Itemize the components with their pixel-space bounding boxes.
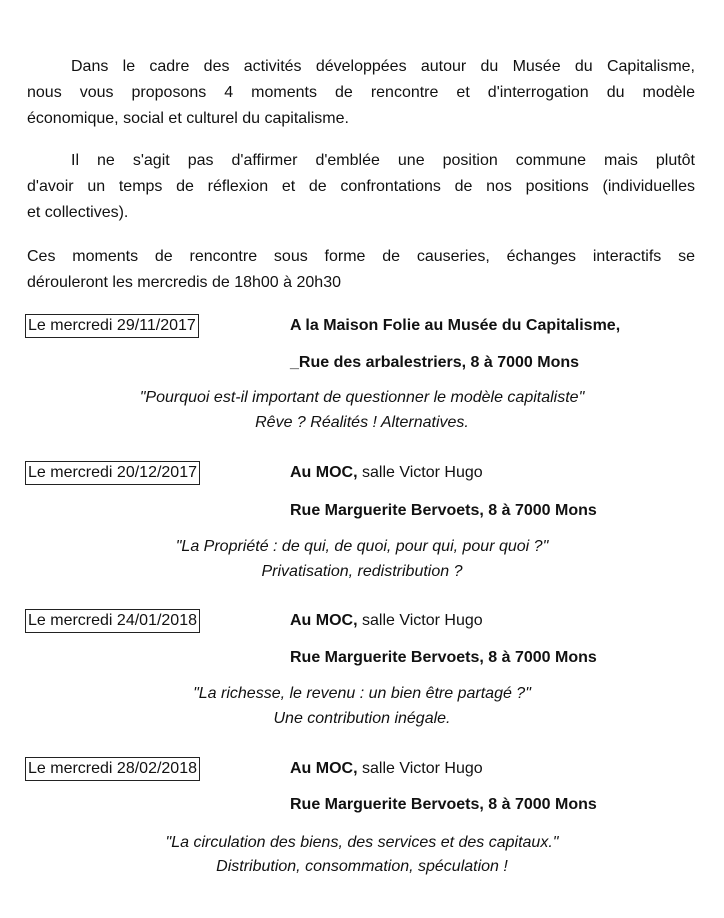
session-4-street: Rue Marguerite Bervoets, 8 à 7000 Mons	[290, 796, 597, 813]
session-4-venue-name: Au MOC,	[290, 760, 358, 777]
session-1-street	[290, 352, 579, 374]
session-1-date: Le mercredi 29/11/2017	[25, 314, 199, 338]
intro-p2-line-3: et collectives).	[27, 204, 129, 221]
session-2-venue	[290, 462, 483, 484]
intro-paragraph-2	[27, 148, 695, 226]
session-1-topic-line-1: "Pourquoi est-il important de questionner le modèle capitaliste"	[139, 389, 585, 406]
session-2-topic-line-1: "La Propriété : de qui, de quoi, pour qui, pour quoi ?"	[175, 538, 549, 555]
intro-p2-line-2: d'avoir un temps de réflexion et de confrontations de nos positions (individuelles	[27, 178, 695, 195]
session-1-venue-suffix: ,	[615, 317, 621, 334]
session-1-venue	[290, 315, 620, 337]
session-4-venue	[290, 758, 483, 780]
intro-p1-line-3: économique, social et culturel du capitalisme.	[27, 110, 349, 127]
session-4-venue-room: salle Victor Hugo	[357, 760, 483, 777]
session-1-topic-line-2: Rêve ? Réalités ! Alternatives.	[255, 414, 469, 431]
session-3-venue-room: salle Victor Hugo	[357, 612, 483, 629]
intro-paragraph-1	[27, 54, 695, 132]
session-3-venue	[290, 610, 483, 632]
intro-paragraph-3	[27, 244, 695, 296]
intro-p1-line-1: Dans le cadre des activités développées autour du Musée du Capitalisme,	[71, 58, 695, 75]
session-3-topic-line-1: "La richesse, le revenu : un bien être partagé ?"	[193, 685, 531, 702]
session-2-topic-line-2: Privatisation, redistribution ?	[261, 563, 463, 580]
session-2-date: Le mercredi 20/12/2017	[25, 461, 200, 485]
session-3-venue-name: Au MOC,	[290, 612, 358, 629]
session-3-street: Rue Marguerite Bervoets, 8 à 7000 Mons	[290, 649, 597, 666]
intro-p3-line-1: Ces moments de rencontre sous forme de causeries, échanges interactifs se	[27, 248, 695, 265]
intro-p2-line-1: Il ne s'agit pas d'affirmer d'emblée une position commune mais plutôt	[71, 152, 695, 169]
session-3-date: Le mercredi 24/01/2018	[25, 609, 200, 633]
session-1-street-prefix: _	[290, 354, 299, 371]
session-2-venue-room: salle Victor Hugo	[357, 464, 483, 481]
session-3-topic-line-2: Une contribution inégale.	[273, 710, 451, 727]
session-4-topic-line-2: Distribution, consommation, spéculation !	[216, 858, 508, 875]
session-1-street-text: Rue des arbalestriers, 8 à 7000 Mons	[298, 354, 580, 371]
session-4-date: Le mercredi 28/02/2018	[25, 757, 200, 781]
intro-p3-line-2: dérouleront les mercredis de 18h00 à 20h30	[27, 274, 341, 291]
session-2-venue-name: Au MOC,	[290, 464, 358, 481]
intro-p1-line-2: nous vous proposons 4 moments de rencontre et d'interrogation du modèle	[27, 84, 695, 101]
session-1-venue-name: A la Maison Folie au Musée du Capitalisme	[290, 317, 616, 334]
session-2-street: Rue Marguerite Bervoets, 8 à 7000 Mons	[290, 502, 597, 519]
session-4-topic-line-1: "La circulation des biens, des services et des capitaux."	[165, 834, 559, 851]
